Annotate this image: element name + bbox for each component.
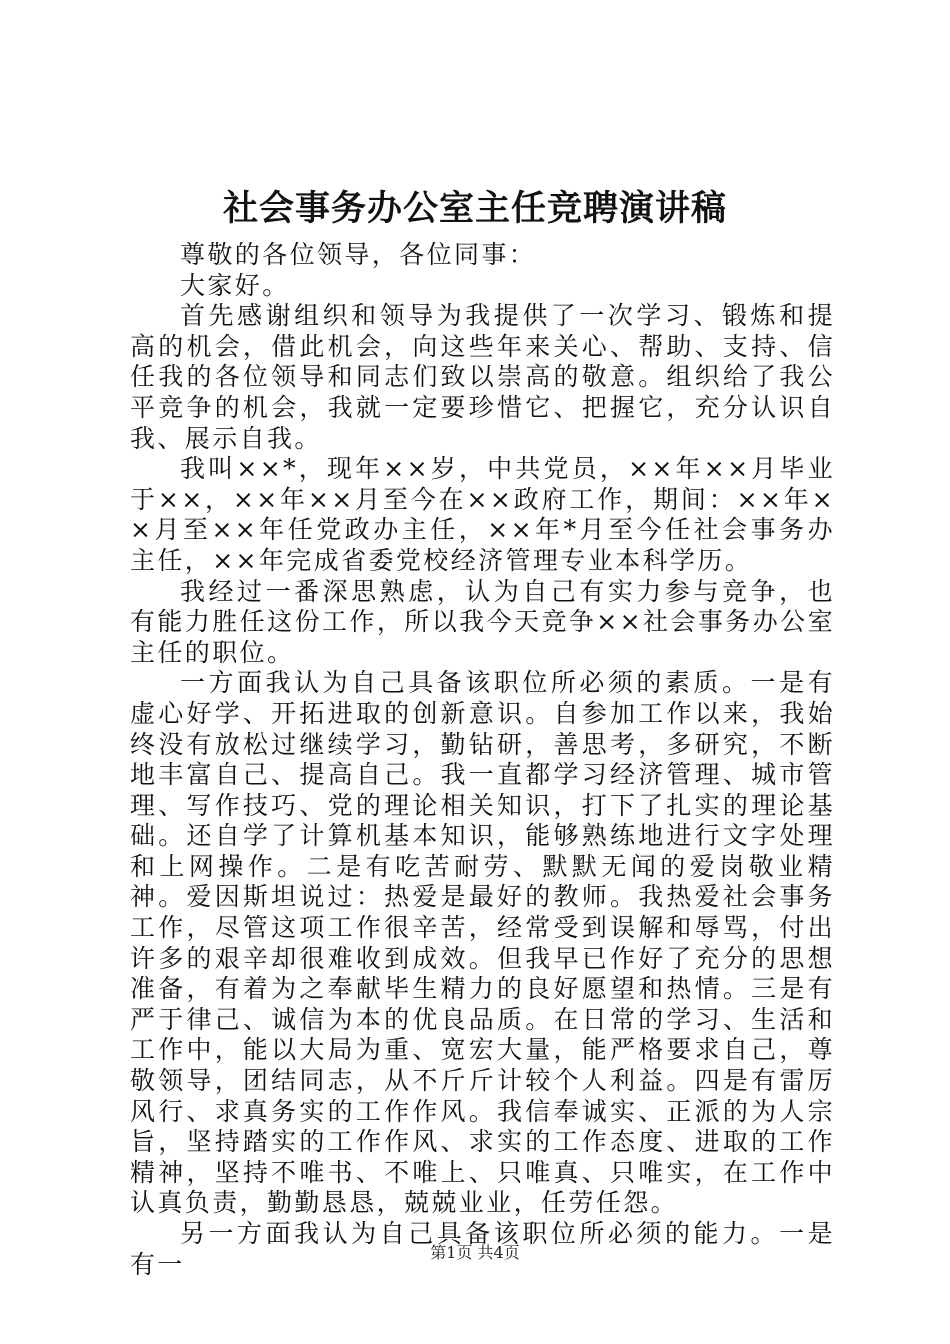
paragraph-abilities: 另一方面我认为自己具备该职位所必须的能力。一是有一 xyxy=(130,1219,835,1279)
greeting: 大家好。 xyxy=(180,270,290,300)
salutation: 尊敬的各位领导，各位同事： xyxy=(180,240,537,269)
paragraph-thanks: 首先感谢组织和领导为我提供了一次学习、锻炼和提高的机会，借此机会，向这些年来关心、帮助、支持、信任我的各位领导和同志们致以崇高的敬意。组织给了我公平竞争的机会，我就一定要珍惜它、把握它，充分认识自我、展示自我。 xyxy=(130,301,835,453)
paragraph-qualities: 一方面我认为自己具备该职位所必须的素质。一是有虚心好学、开拓进取的创新意识。自参加工作以来，我始终没有放松过继续学习，勤钻研，善思考，多研究，不断地丰富自己、提高自己。我一直都学习经济管理、城市管理、写作技巧、党的理论相关知识，打下了扎实的理论基础。还自学了计算机基本知识，能够熟练地进行文字处理和上网操作。二是有吃苦耐劳、默默无闻的爱岗敬业精神。爱因斯坦说过：热爱是最好的教师。我热爱社会事务工作，尽管这项工作很辛苦，经常受到误解和辱骂，付出许多的艰辛却很难收到成效。但我早已作好了充分的思想准备，有着为之奉献毕生精力的良好愿望和热情。三是有严于律己、诚信为本的优良品质。在日常的学习、生活和工作中，能以大局为重、宽宏大量，能严格要求自己，尊敬领导，团结同志，从不斤斤计较个人利益。四是有雷厉风行、求真务实的工作作风。我信奉诚实、正派的为人宗旨，坚持踏实的工作作风、求实的工作态度、进取的工作精神，坚持不唯书、不唯上、只唯真、只唯实，在工作中认真负责，勤勤恳恳，兢兢业业，任劳任怨。 xyxy=(130,668,835,1218)
paragraph-self-introduction: 我叫××*，现年××岁，中共党员，××年××月毕业于××，××年××月至今在××政府工作，期间：××年××月至××年任党政办主任，××年*月至今任社会事务办主任，××年完成省委党校经济管理专业本科学历。 xyxy=(130,454,835,575)
page-number-footer: 第1页 共4页 xyxy=(430,1243,520,1262)
paragraph-motivation: 我经过一番深思熟虑，认为自己有实力参与竞争，也有能力胜任这份工作，所以我今天竞争××社会事务办公室主任的职位。 xyxy=(130,576,835,667)
document-title: 社会事务办公室主任竞聘演讲稿 xyxy=(222,188,727,229)
document-body xyxy=(130,240,835,1280)
